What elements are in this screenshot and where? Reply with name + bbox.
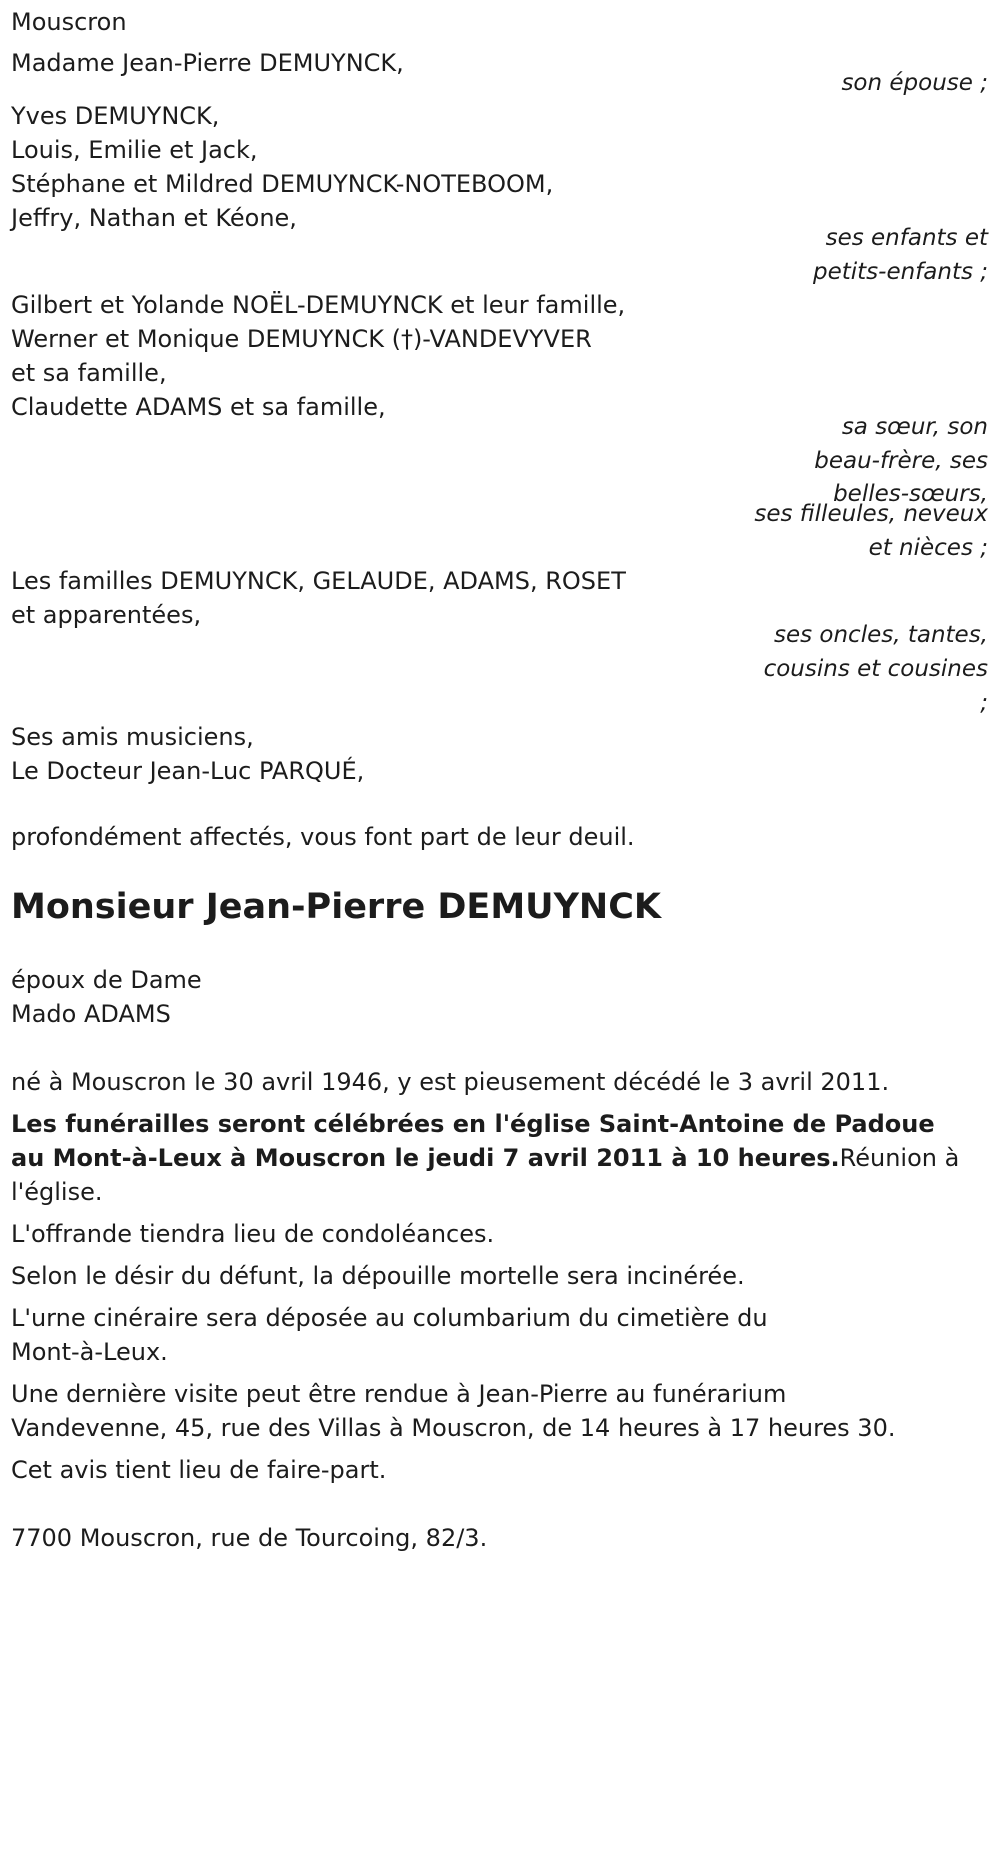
- urn-line: Mont-à-Leux.: [11, 1338, 168, 1366]
- siblings-relation: et nièces ;: [868, 535, 988, 561]
- funeral-line: Les funérailles seront célébrées en l'église Saint-Antoine de Padoue: [11, 1110, 935, 1138]
- families-line: et apparentées,: [11, 601, 202, 629]
- families-line: Les familles DEMUYNCK, GELAUDE, ADAMS, ROSET: [11, 567, 626, 595]
- visit-line: Vandevenne, 45, rue des Villas à Mouscron, de 14 heures à 17 heures 30.: [11, 1414, 896, 1442]
- siblings-relation: sa sœur, son: [841, 414, 988, 440]
- spouse-relation: son épouse ;: [841, 70, 988, 96]
- children-line: Stéphane et Mildred DEMUYNCK-NOTEBOOM,: [11, 170, 554, 198]
- children-line: Yves DEMUYNCK,: [11, 102, 220, 130]
- cremation-text: Selon le désir du défunt, la dépouille mortelle sera incinérée.: [11, 1262, 745, 1290]
- announcement-text: profondément affectés, vous font part de leur deuil.: [11, 823, 635, 851]
- children-relation: petits-enfants ;: [812, 259, 988, 285]
- siblings-line: Gilbert et Yolande NOËL-DEMUYNCK et leur famille,: [11, 291, 626, 319]
- siblings-relation: ses filleules, neveux: [754, 501, 988, 527]
- children-relation: ses enfants et: [825, 225, 988, 251]
- birth-death-text: né à Mouscron le 30 avril 1946, y est pieusement décédé le 3 avril 2011.: [11, 1068, 890, 1096]
- friends-line: Le Docteur Jean-Luc PARQUÉ,: [11, 757, 365, 785]
- siblings-line: Werner et Monique DEMUYNCK (†)-VANDEVYVER: [11, 325, 592, 353]
- siblings-relation: belles-sœurs,: [833, 481, 988, 507]
- siblings-relation: beau-frère, ses: [814, 448, 988, 474]
- children-line: Louis, Emilie et Jack,: [11, 136, 258, 164]
- funeral-line: [11, 1141, 959, 1175]
- address-text: 7700 Mouscron, rue de Tourcoing, 82/3.: [11, 1524, 488, 1552]
- location: Mouscron: [11, 8, 127, 36]
- families-relation: ;: [980, 690, 988, 716]
- spouse-of-line: Mado ADAMS: [11, 1000, 171, 1028]
- children-line: Jeffry, Nathan et Kéone,: [11, 204, 297, 232]
- friends-line: Ses amis musiciens,: [11, 723, 254, 751]
- urn-line: L'urne cinéraire sera déposée au columbarium du cimetière du: [11, 1304, 768, 1332]
- siblings-line: et sa famille,: [11, 359, 167, 387]
- siblings-line: Claudette ADAMS et sa famille,: [11, 393, 386, 421]
- deceased-name: Monsieur Jean-Pierre DEMUYNCK: [11, 887, 662, 927]
- notice-text: Cet avis tient lieu de faire-part.: [11, 1456, 387, 1484]
- spouse-of-line: époux de Dame: [11, 966, 202, 994]
- funeral-tail-text: Réunion à: [839, 1144, 960, 1172]
- funeral-bold-text: au Mont-à-Leux à Mouscron le jeudi 7 avril 2011 à 10 heures.: [11, 1144, 840, 1172]
- families-relation: ses oncles, tantes,: [773, 622, 988, 648]
- families-relation: cousins et cousines: [763, 656, 988, 682]
- visit-line: Une dernière visite peut être rendue à Jean-Pierre au funérarium: [11, 1380, 787, 1408]
- spouse-name: Madame Jean-Pierre DEMUYNCK,: [11, 49, 404, 77]
- funeral-line: l'église.: [11, 1178, 103, 1206]
- offering-text: L'offrande tiendra lieu de condoléances.: [11, 1220, 495, 1248]
